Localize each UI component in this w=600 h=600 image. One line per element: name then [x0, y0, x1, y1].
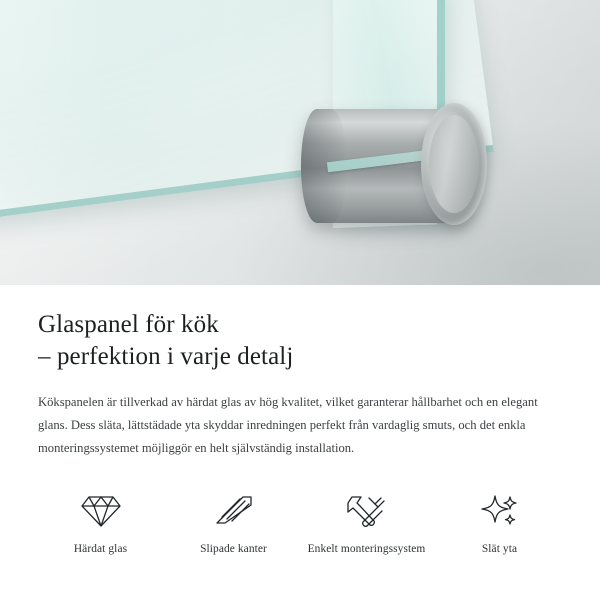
headline-line-2: – perfektion i varje detalj: [38, 343, 294, 370]
feature-label: Slipade kanter: [200, 542, 267, 555]
standoff-cap: [421, 103, 487, 225]
feature-item-tempered-glass: [34, 490, 167, 555]
feature-label: Slät yta: [481, 542, 518, 555]
feature-label: Härdat glas: [73, 542, 128, 555]
hero-image: [0, 0, 600, 285]
feature-item-smooth-surface: [433, 490, 566, 555]
diamond-icon: [80, 490, 122, 532]
steel-standoff-mount: [287, 105, 487, 227]
feature-item-polished-edges: [167, 490, 300, 555]
feature-item-mounting-system: [300, 490, 433, 555]
body-paragraph: Kökspanelen är tillverkad av härdat glas av hög kvalitet, vilket garanterar hållbarhet och en elegant glans. Dess släta, lättstädade yta skyddar inredningen perfekt från vardaglig smuts, och det enkla monteringssystemet möjliggör en helt självständig installation.: [38, 395, 538, 455]
tools-icon: [345, 490, 389, 532]
standoff-cap-inner: [429, 115, 479, 213]
text-content: [0, 285, 600, 460]
feature-label: Enkelt monteringssystem: [307, 542, 426, 555]
feature-list: [0, 460, 600, 555]
polished-edges-icon: [213, 490, 255, 532]
headline-line-1: Glaspanel för kök: [38, 311, 219, 338]
sparkle-icon: [479, 490, 521, 532]
page-title: [38, 309, 562, 373]
